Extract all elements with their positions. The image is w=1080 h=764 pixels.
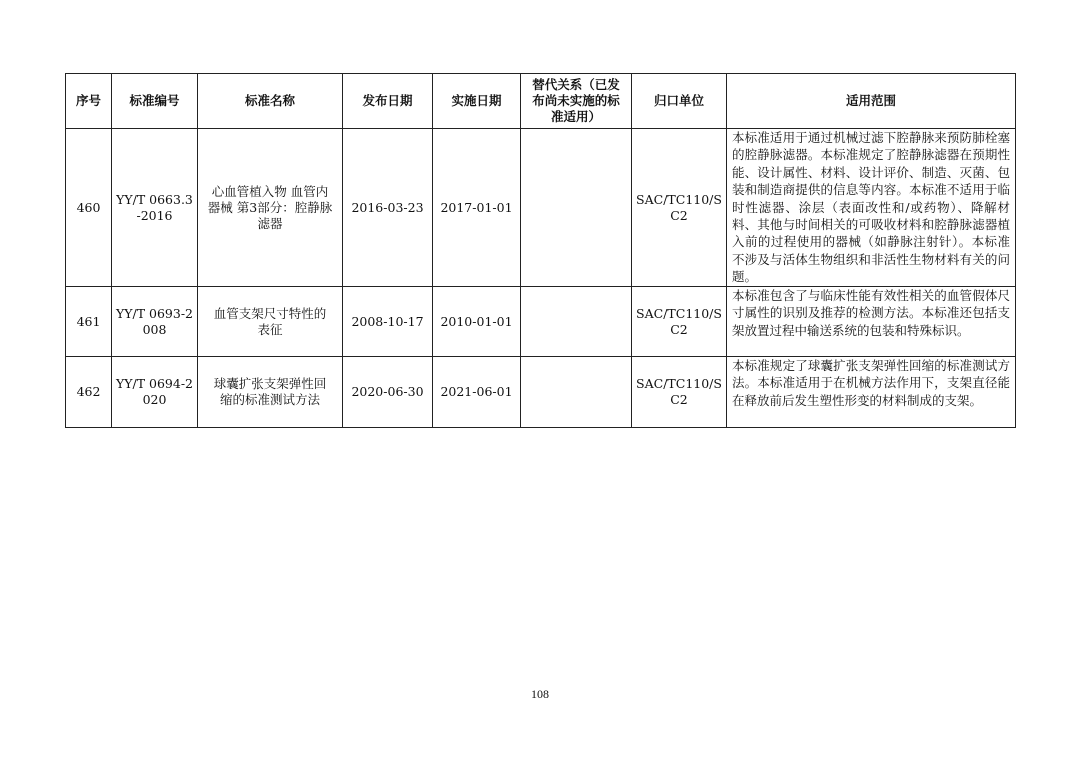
cell-standard-code: YY/T 0694-2020 [112, 357, 198, 428]
header-serial-no: 序号 [66, 74, 112, 129]
cell-standard-name: 血管支架尺寸特性的表征 [198, 287, 343, 357]
table-row [66, 287, 1016, 357]
cell-replacement [521, 287, 632, 357]
cell-replacement [521, 357, 632, 428]
header-standard-code: 标准编号 [112, 74, 198, 129]
cell-department: SAC/TC110/SC2 [632, 129, 727, 287]
header-effective-date: 实施日期 [433, 74, 521, 129]
cell-effective-date: 2021-06-01 [433, 357, 521, 428]
header-standard-name: 标准名称 [198, 74, 343, 129]
cell-scope: 本标准规定了球囊扩张支架弹性回缩的标准测试方法。本标准适用于在机械方法作用下，支架直径能在释放前后发生塑性形变的材料制成的支架。 [727, 357, 1016, 428]
cell-replacement [521, 129, 632, 287]
cell-standard-code: YY/T 0693-2008 [112, 287, 198, 357]
table-row [66, 357, 1016, 428]
table-row [66, 129, 1016, 287]
cell-serial-no: 461 [66, 287, 112, 357]
cell-publish-date: 2008-10-17 [343, 287, 433, 357]
table-header-row [66, 74, 1016, 129]
cell-serial-no: 460 [66, 129, 112, 287]
cell-publish-date: 2016-03-23 [343, 129, 433, 287]
cell-standard-code: YY/T 0663.3-2016 [112, 129, 198, 287]
cell-scope: 本标准适用于通过机械过滤下腔静脉来预防肺栓塞的腔静脉滤器。本标准规定了腔静脉滤器在预期性能、设计属性、材料、设计评价、制造、灭菌、包装和制造商提供的信息等内容。本标准不适用于临时性滤器、涂层（表面改性和/或药物）、降解材料、其他与时间相关的可吸收材料和腔静脉滤器植入前的过程使用的器械（如静脉注射针）。本标准不涉及与活体生物组织和非活性生物材料有关的问题。 [727, 129, 1016, 287]
cell-serial-no: 462 [66, 357, 112, 428]
header-scope: 适用范围 [727, 74, 1016, 129]
header-replacement: 替代关系（已发布尚未实施的标准适用） [521, 74, 632, 129]
cell-department: SAC/TC110/SC2 [632, 287, 727, 357]
page-number: 108 [531, 687, 549, 701]
header-department: 归口单位 [632, 74, 727, 129]
cell-effective-date: 2010-01-01 [433, 287, 521, 357]
standards-table [65, 73, 1016, 428]
cell-effective-date: 2017-01-01 [433, 129, 521, 287]
cell-publish-date: 2020-06-30 [343, 357, 433, 428]
header-publish-date: 发布日期 [343, 74, 433, 129]
cell-scope: 本标准包含了与临床性能有效性相关的血管假体尺寸属性的识别及推荐的检测方法。本标准还包括支架放置过程中输送系统的包装和特殊标识。 [727, 287, 1016, 357]
cell-department: SAC/TC110/SC2 [632, 357, 727, 428]
cell-standard-name: 心血管植入物 血管内器械 第3部分：腔静脉滤器 [198, 129, 343, 287]
cell-standard-name: 球囊扩张支架弹性回缩的标准测试方法 [198, 357, 343, 428]
